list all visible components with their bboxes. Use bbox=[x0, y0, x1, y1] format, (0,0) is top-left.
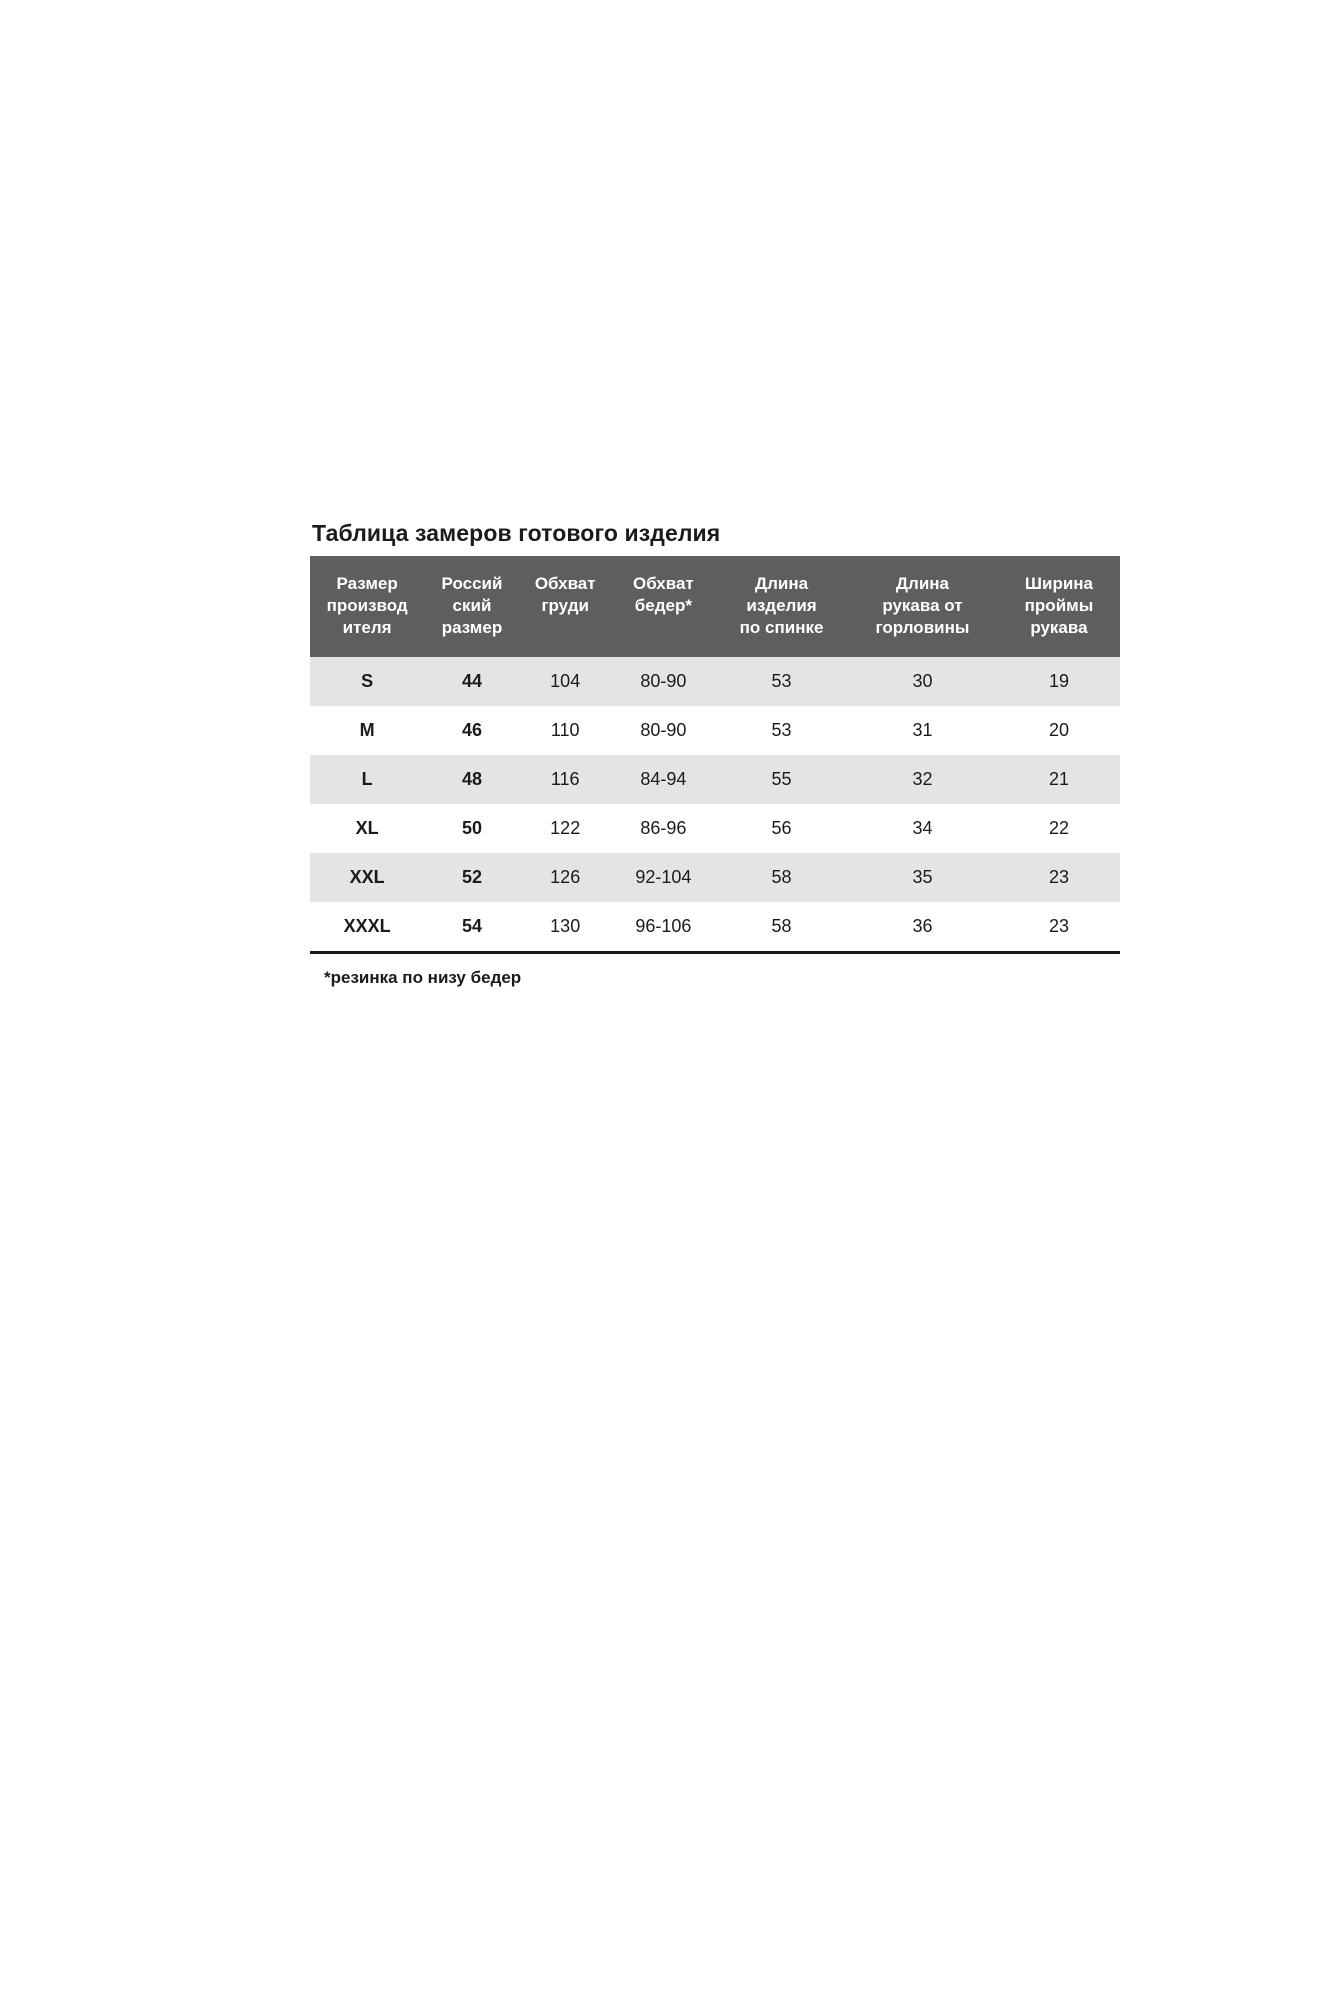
cell-chest-girth: 110 bbox=[520, 706, 611, 755]
cell-russian-size: 48 bbox=[424, 755, 519, 804]
size-measurements-table bbox=[310, 556, 1120, 954]
cell-sleeve-length: 32 bbox=[847, 755, 998, 804]
header-line: рукава bbox=[1030, 617, 1088, 637]
cell-russian-size: 44 bbox=[424, 657, 519, 706]
cell-hip-girth: 86-96 bbox=[611, 804, 716, 853]
cell-manufacturer-size: L bbox=[310, 755, 424, 804]
cell-chest-girth: 104 bbox=[520, 657, 611, 706]
cell-hip-girth: 92-104 bbox=[611, 853, 716, 902]
header-line: горловины bbox=[875, 617, 970, 637]
header-line: Размер bbox=[336, 574, 398, 593]
cell-armhole-width: 23 bbox=[998, 902, 1120, 953]
cell-back-length: 58 bbox=[716, 902, 847, 953]
cell-hip-girth: 80-90 bbox=[611, 706, 716, 755]
size-chart-block bbox=[310, 520, 1120, 988]
table-row bbox=[310, 657, 1120, 706]
cell-russian-size: 54 bbox=[424, 902, 519, 953]
column-header-manufacturer-size bbox=[310, 556, 424, 657]
cell-back-length: 58 bbox=[716, 853, 847, 902]
table-row bbox=[310, 706, 1120, 755]
header-line: рукава от bbox=[882, 595, 963, 615]
column-header-chest-girth bbox=[520, 556, 611, 657]
cell-hip-girth: 80-90 bbox=[611, 657, 716, 706]
header-line: Длина bbox=[895, 574, 949, 593]
header-line: бедер* bbox=[634, 595, 692, 615]
table-body bbox=[310, 657, 1120, 953]
table-header bbox=[310, 556, 1120, 657]
table-row bbox=[310, 853, 1120, 902]
table-header-row bbox=[310, 556, 1120, 657]
column-header-back-length bbox=[716, 556, 847, 657]
column-header-hip-girth bbox=[611, 556, 716, 657]
header-line: ский bbox=[452, 595, 492, 615]
header-line: Россий bbox=[441, 574, 503, 593]
cell-armhole-width: 21 bbox=[998, 755, 1120, 804]
header-line: ителя bbox=[342, 617, 392, 637]
cell-armhole-width: 20 bbox=[998, 706, 1120, 755]
column-header-armhole-width bbox=[998, 556, 1120, 657]
cell-russian-size: 52 bbox=[424, 853, 519, 902]
header-line: по спинке bbox=[739, 617, 824, 637]
cell-sleeve-length: 31 bbox=[847, 706, 998, 755]
cell-chest-girth: 116 bbox=[520, 755, 611, 804]
cell-chest-girth: 130 bbox=[520, 902, 611, 953]
cell-manufacturer-size: XXXL bbox=[310, 902, 424, 953]
header-line: производ bbox=[326, 595, 408, 615]
column-header-russian-size bbox=[424, 556, 519, 657]
header-line: Длина bbox=[755, 574, 809, 593]
page-title: Таблица замеров готового изделия bbox=[312, 520, 721, 546]
cell-armhole-width: 23 bbox=[998, 853, 1120, 902]
header-line: Обхват bbox=[633, 574, 694, 593]
cell-chest-girth: 122 bbox=[520, 804, 611, 853]
header-line: изделия bbox=[746, 595, 817, 615]
cell-sleeve-length: 36 bbox=[847, 902, 998, 953]
cell-manufacturer-size: XXL bbox=[310, 853, 424, 902]
cell-sleeve-length: 30 bbox=[847, 657, 998, 706]
cell-back-length: 55 bbox=[716, 755, 847, 804]
cell-hip-girth: 96-106 bbox=[611, 902, 716, 953]
cell-manufacturer-size: XL bbox=[310, 804, 424, 853]
header-line: груди bbox=[541, 595, 589, 615]
cell-hip-girth: 84-94 bbox=[611, 755, 716, 804]
table-row bbox=[310, 902, 1120, 953]
cell-back-length: 53 bbox=[716, 657, 847, 706]
cell-russian-size: 46 bbox=[424, 706, 519, 755]
column-header-sleeve-length bbox=[847, 556, 998, 657]
cell-sleeve-length: 34 bbox=[847, 804, 998, 853]
cell-back-length: 56 bbox=[716, 804, 847, 853]
cell-back-length: 53 bbox=[716, 706, 847, 755]
cell-sleeve-length: 35 bbox=[847, 853, 998, 902]
table-footnote: *резинка по низу бедер bbox=[324, 968, 522, 988]
cell-manufacturer-size: M bbox=[310, 706, 424, 755]
cell-chest-girth: 126 bbox=[520, 853, 611, 902]
cell-armhole-width: 22 bbox=[998, 804, 1120, 853]
table-row bbox=[310, 755, 1120, 804]
header-line: Ширина bbox=[1024, 574, 1093, 593]
cell-russian-size: 50 bbox=[424, 804, 519, 853]
table-row bbox=[310, 804, 1120, 853]
header-line: Обхват bbox=[534, 574, 596, 593]
cell-armhole-width: 19 bbox=[998, 657, 1120, 706]
header-line: размер bbox=[441, 617, 503, 637]
cell-manufacturer-size: S bbox=[310, 657, 424, 706]
header-line: проймы bbox=[1024, 595, 1094, 615]
